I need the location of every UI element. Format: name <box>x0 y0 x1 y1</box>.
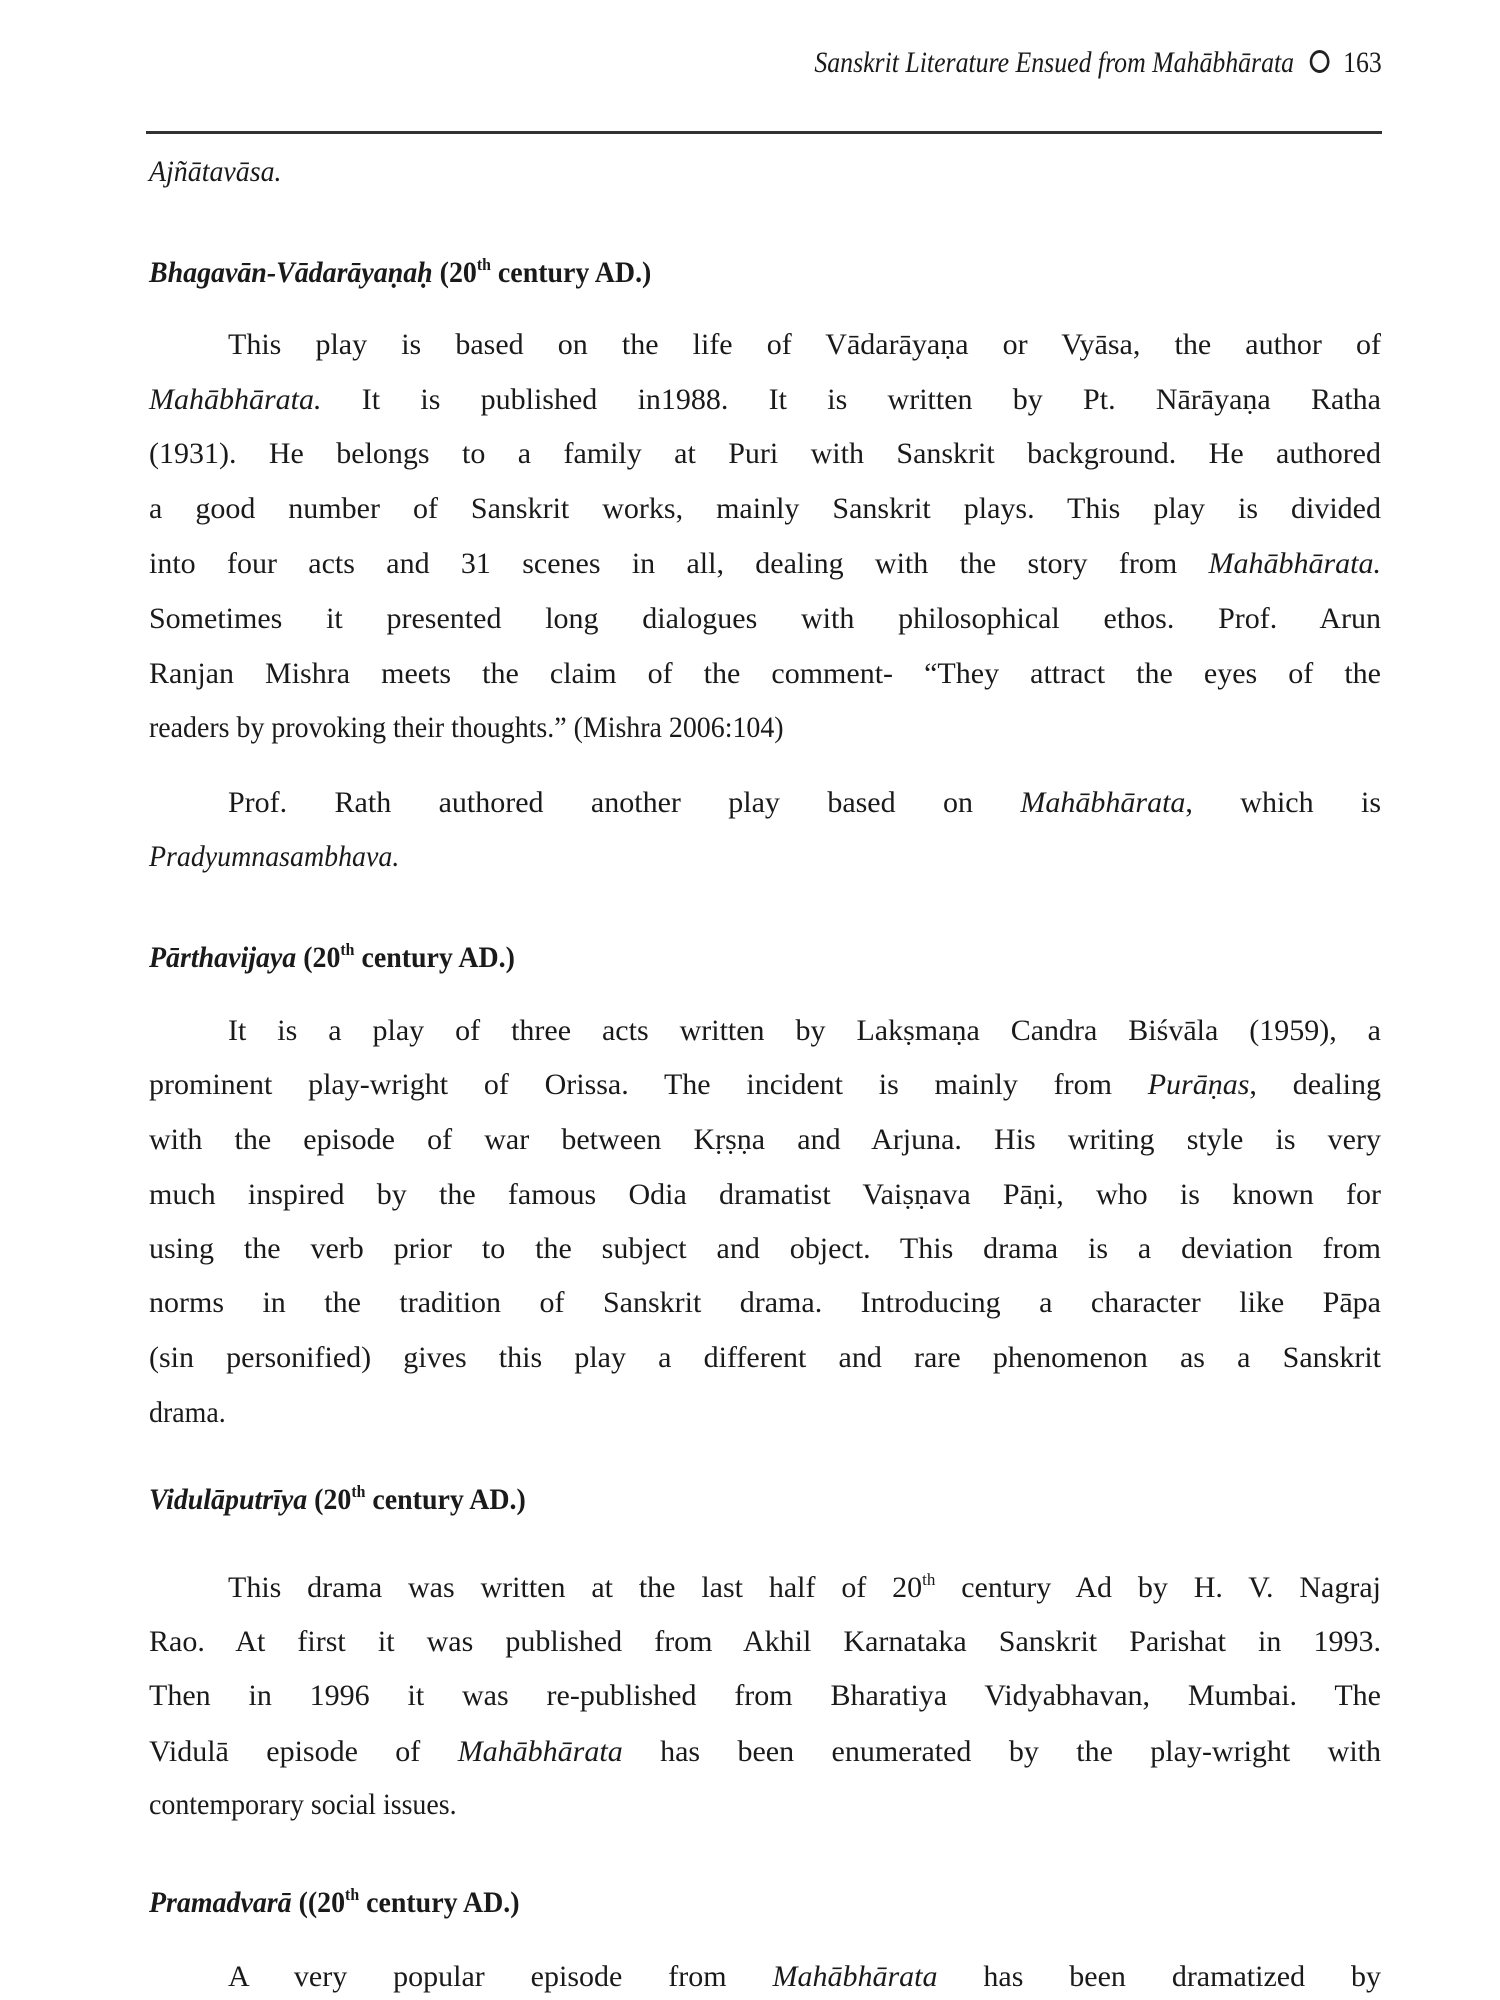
text-span: , which is <box>1185 786 1382 819</box>
text-line <box>149 1678 1381 1714</box>
text-span: contemporary social issues. <box>149 1788 457 1821</box>
italic-text: Mahābhārata <box>457 1735 623 1768</box>
text-line <box>149 491 1381 527</box>
italic-text: Pārthavijaya <box>149 941 297 974</box>
text-span: century AD.) <box>359 1886 520 1919</box>
text-span: Sometimes it presented long dialogues with philosophical ethos. Prof. Arun <box>149 602 1381 635</box>
page-number: 163 <box>1343 46 1382 79</box>
text-line <box>228 1959 1381 1995</box>
text-span: has been dramatized by <box>937 1960 1381 1993</box>
italic-text: Mahābhārata. <box>1208 547 1381 580</box>
text-span: Then in 1996 it was re-published from Bharatiya Vidyabhavan, Mumbai. The <box>149 1679 1381 1712</box>
text-span: This drama was written at the last half of 20 <box>228 1571 923 1604</box>
text-line <box>149 1787 1295 1823</box>
text-line <box>149 1177 1381 1213</box>
text-line <box>149 1624 1381 1660</box>
text-span: ((20 <box>291 1886 346 1919</box>
text-span: readers by provoking their thoughts.” (Mishra 2006:104) <box>149 711 784 744</box>
text-line <box>149 382 1381 418</box>
text-span: with the episode of war between Kṛṣṇa and Arjuna. His writing style is very <box>149 1123 1381 1156</box>
text-line <box>149 839 1295 875</box>
text-line <box>149 601 1381 637</box>
text-span: has been enumerated by the play-wright with <box>622 1735 1381 1768</box>
text-line <box>149 154 1295 190</box>
text-span: A very popular episode from <box>228 1960 773 1993</box>
text-line <box>149 1285 1381 1321</box>
heading-line <box>149 1482 1295 1518</box>
text-span: Vidulā episode of <box>149 1735 458 1768</box>
superscript: th <box>476 255 491 274</box>
text-span: (20 <box>296 941 341 974</box>
text-line <box>149 1122 1381 1158</box>
text-span: century AD.) <box>354 941 515 974</box>
text-line <box>149 1734 1381 1770</box>
text-line <box>149 656 1381 692</box>
text-span: Rao. At first it was published from Akhil Karnataka Sanskrit Parishat in 1993. <box>149 1625 1381 1658</box>
text-span: Ranjan Mishra meets the claim of the comment- “They attract the eyes of the <box>149 657 1381 690</box>
text-line <box>149 1231 1381 1267</box>
superscript: th <box>922 1570 936 1589</box>
text-span: century Ad by H. V. Nagraj <box>935 1571 1381 1604</box>
text-line <box>149 1340 1381 1376</box>
italic-text: Bhagavān-Vādarāyaṇaḥ <box>149 256 433 289</box>
superscript: th <box>340 940 355 959</box>
header-rule <box>146 131 1382 134</box>
italic-text: Pramadvarā <box>149 1886 292 1919</box>
text-span: a good number of Sanskrit works, mainly Sanskrit plays. This play is divided <box>149 492 1381 525</box>
running-header <box>815 46 1382 80</box>
text-line <box>149 436 1381 472</box>
text-line <box>228 1570 1381 1606</box>
text-line <box>228 327 1381 363</box>
text-span: drama. <box>149 1396 226 1429</box>
italic-text: Mahābhārata <box>772 1960 938 1993</box>
text-line <box>228 1013 1381 1049</box>
text-span: (1931). He belongs to a family at Puri with Sanskrit background. He authored <box>149 437 1381 470</box>
text-span: much inspired by the famous Odia dramatist Vaiṣṇava Pāṇi, who is known for <box>149 1178 1381 1211</box>
italic-text: Ajñātavāsa. <box>149 155 282 188</box>
italic-text: Mahābhārata. <box>149 383 322 416</box>
text-span: , dealing <box>1249 1068 1381 1101</box>
text-span: into four acts and 31 scenes in all, dealing with the story from <box>149 547 1209 580</box>
heading-line <box>149 1885 1295 1921</box>
text-line <box>149 546 1381 582</box>
text-line <box>149 1395 1295 1431</box>
text-span: It is published in1988. It is written by Pt. Nārāyaṇa Ratha <box>321 383 1381 416</box>
text-span: century AD.) <box>365 1483 526 1516</box>
italic-text: Vidulāputrīya <box>149 1483 308 1516</box>
text-span: using the verb prior to the subject and object. This drama is a deviation from <box>149 1232 1381 1265</box>
heading-line <box>149 940 1295 976</box>
superscript: th <box>345 1885 360 1904</box>
text-line <box>149 1067 1381 1103</box>
text-line <box>228 785 1381 821</box>
text-span: (sin personified) gives this play a different and rare phenomenon as a Sanskrit <box>149 1341 1381 1374</box>
text-span: This play is based on the life of Vādarāyaṇa or Vyāsa, the author of <box>228 328 1381 361</box>
heading-line <box>149 255 1295 291</box>
text-span: norms in the tradition of Sanskrit drama. Introducing a character like Pāpa <box>149 1286 1381 1319</box>
text-span: (20 <box>307 1483 352 1516</box>
text-span: prominent play-wright of Orissa. The incident is mainly from <box>149 1068 1148 1101</box>
text-span: (20 <box>432 256 477 289</box>
circle-ornament-icon <box>1310 50 1330 73</box>
text-span: Prof. Rath authored another play based on <box>228 786 1021 819</box>
italic-text: Mahābhārata <box>1020 786 1186 819</box>
italic-text: Pradyumnasambhava. <box>149 840 400 873</box>
text-line <box>149 710 1295 746</box>
text-span: It is a play of three acts written by Lakṣmaṇa Candra Biśvāla (1959), a <box>228 1014 1381 1047</box>
text-span: century AD.) <box>490 256 652 289</box>
superscript: th <box>351 1482 366 1501</box>
italic-text: Purāṇas <box>1147 1068 1250 1101</box>
running-title: Sanskrit Literature Ensued from Mahābhārata <box>814 46 1295 79</box>
